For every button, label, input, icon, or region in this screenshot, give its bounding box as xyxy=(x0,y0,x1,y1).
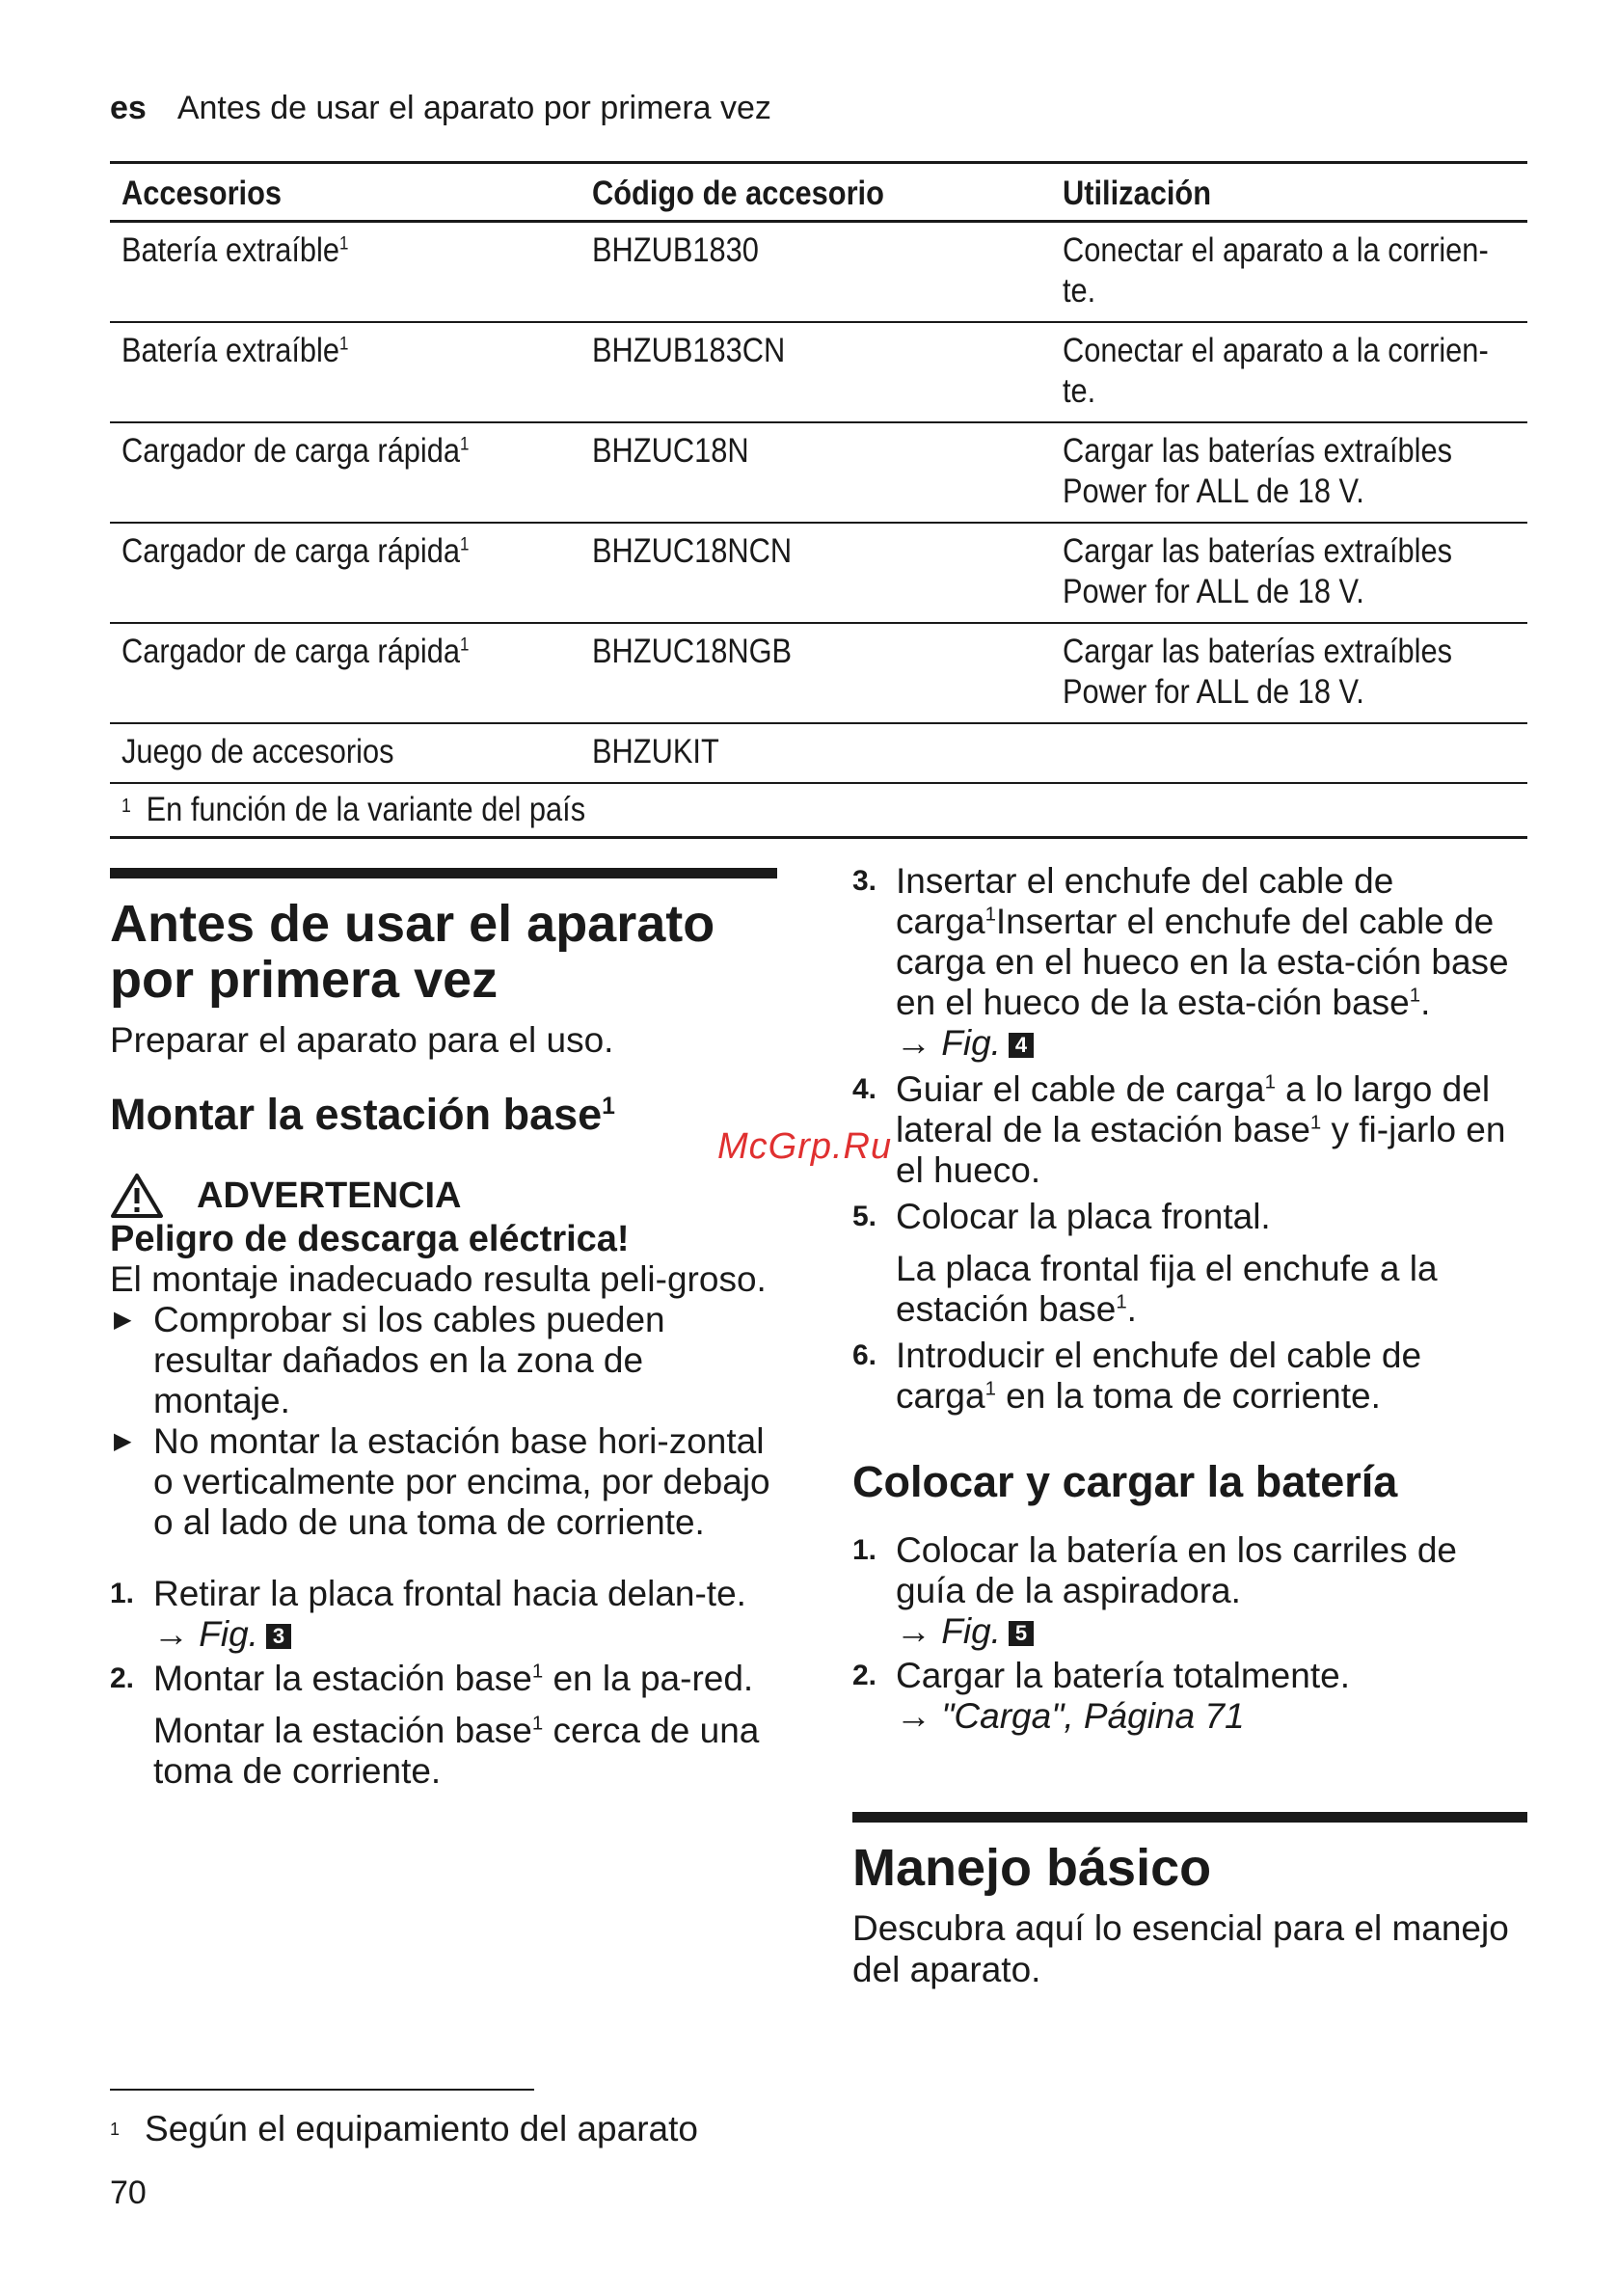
cell-code: BHZUC18NGB xyxy=(580,623,1051,723)
warning-label: ADVERTENCIA xyxy=(110,1173,777,1219)
subsection-title: Colocar y cargar la batería xyxy=(852,1457,1398,1506)
cell-use: Conectar el aparato a la corrien-te. xyxy=(1051,322,1527,422)
column-header-accessory: Accesorios xyxy=(110,163,580,222)
table-row xyxy=(110,723,1527,783)
section-title: Manejo básico xyxy=(852,1839,1212,1897)
section-lead: Preparar el aparato para el uso. xyxy=(110,1020,614,1060)
cell-use: Conectar el aparato a la corrien-te. xyxy=(1051,222,1527,323)
section-lead: Descubra aquí lo esencial para el manejo del aparato. xyxy=(852,1908,1509,1989)
list-item: ▶ No montar la estación base hori-zontal o verticalmente por encima, por debajo o al lado de una toma de corriente. xyxy=(114,1421,770,1542)
page-reference-link[interactable]: → "Carga", Página 71 xyxy=(896,1696,1245,1736)
table-row xyxy=(110,322,1527,422)
cell-use: Cargar las baterías extraíbles Power for ALL de 18 V. xyxy=(1051,623,1527,723)
mount-steps-list xyxy=(110,1574,777,1792)
warning-text: El montaje inadecuado resulta peli-groso. xyxy=(110,1259,767,1299)
cell-code: BHZUC18N xyxy=(580,422,1051,523)
column-header-use: Utilización xyxy=(1051,163,1527,222)
running-header-title: Antes de usar el aparato por primera vez xyxy=(176,90,771,126)
list-item: 2. Montar la estación base$^1$ en la pa-red. Montar la estación base$^1$ cerca de una toma de corriente. xyxy=(110,1659,760,1791)
watermark: McGrp.Ru xyxy=(717,1126,893,1167)
cell-accessory: Batería extraíble$^1$ xyxy=(110,322,580,422)
list-item: ▶ Comprobar si los cables pueden resultar dañados en la zona de montaje. xyxy=(114,1300,665,1420)
figure-reference: → Fig. 4 xyxy=(896,1023,1034,1063)
bullet-triangle-icon: ▶ xyxy=(114,1307,132,1333)
section-title: Antes de usar el aparato por primera vez xyxy=(110,895,715,1009)
footnote-rule xyxy=(110,2089,534,2091)
table-row xyxy=(110,222,1527,323)
list-item: 1. Colocar la batería en los carriles de guía de la aspiradora. → Fig. 5 xyxy=(852,1530,1458,1651)
cell-code: BHZUB183CN xyxy=(580,322,1051,422)
column-header-code: Código de accesorio xyxy=(580,163,1051,222)
cell-use: Cargar las baterías extraíbles Power for ALL de 18 V. xyxy=(1051,422,1527,523)
mount-steps-list-continued xyxy=(852,861,1527,1417)
subsection-title: Montar la estación base$^1$ xyxy=(110,1090,615,1139)
accessories-table xyxy=(110,161,1527,839)
table-row xyxy=(110,523,1527,623)
bullet-triangle-icon: ▶ xyxy=(114,1428,132,1454)
cell-code: BHZUC18NCN xyxy=(580,523,1051,623)
figure-reference: → Fig. 3 xyxy=(153,1614,291,1654)
table-row xyxy=(110,623,1527,723)
figure-reference: → Fig. 5 xyxy=(896,1611,1034,1651)
running-header xyxy=(110,87,771,129)
cell-accessory: Juego de accesorios xyxy=(110,723,580,783)
list-item: 4. Guiar el cable de carga$^1$ a lo largo del lateral de la estación base$^1$ y fi-jarlo en el hueco. xyxy=(852,1069,1506,1190)
table-row xyxy=(110,422,1527,523)
accessories-table-wrapper xyxy=(110,161,1527,839)
page-footnote: $^1$ Según el equipamiento del aparato xyxy=(110,2109,698,2148)
cell-accessory: Cargador de carga rápida$^1$ xyxy=(110,422,580,523)
page-number: 70 xyxy=(110,2174,147,2211)
section-rule xyxy=(110,868,777,878)
warning-triangle-icon xyxy=(110,1173,164,1219)
cell-accessory: Cargador de carga rápida$^1$ xyxy=(110,623,580,723)
language-code: es xyxy=(110,90,147,126)
table-footnote-row xyxy=(110,783,1527,838)
section-rule xyxy=(852,1812,1527,1823)
battery-steps-list xyxy=(852,1530,1527,1737)
cell-code: BHZUB1830 xyxy=(580,222,1051,323)
table-header-row xyxy=(110,163,1527,222)
table-footnote: $^1$ En función de la variante del país xyxy=(110,783,1527,838)
list-item: 2. Cargar la batería totalmente. → "Carga", Página 71 xyxy=(852,1656,1350,1736)
cell-use xyxy=(1051,723,1527,783)
left-column xyxy=(110,868,777,1792)
right-column xyxy=(852,861,1527,2019)
cell-code: BHZUKIT xyxy=(580,723,1051,783)
warning-bullet-list xyxy=(110,1300,777,1543)
cell-accessory: Cargador de carga rápida$^1$ xyxy=(110,523,580,623)
list-item: 5. Colocar la placa frontal. La placa frontal fija el enchufe a la estación base$^1$. xyxy=(852,1197,1438,1329)
cell-accessory: Batería extraíble$^1$ xyxy=(110,222,580,323)
list-item: 6. Introducir el enchufe del cable de carga$^1$ en la toma de corriente. xyxy=(852,1336,1422,1416)
cell-use: Cargar las baterías extraíbles Power for ALL de 18 V. xyxy=(1051,523,1527,623)
list-item: 1. Retirar la placa frontal hacia delan-te. → Fig. 3 xyxy=(110,1574,746,1654)
list-item: 3. Insertar el enchufe del cable de carga$^1$Insertar el enchufe del cable de carga en el hueco en la esta-ción base en el hueco de la esta-ción base$^1$. → Fig. 4 xyxy=(852,861,1509,1063)
warning-heading: Peligro de descarga eléctrica! xyxy=(110,1219,630,1259)
